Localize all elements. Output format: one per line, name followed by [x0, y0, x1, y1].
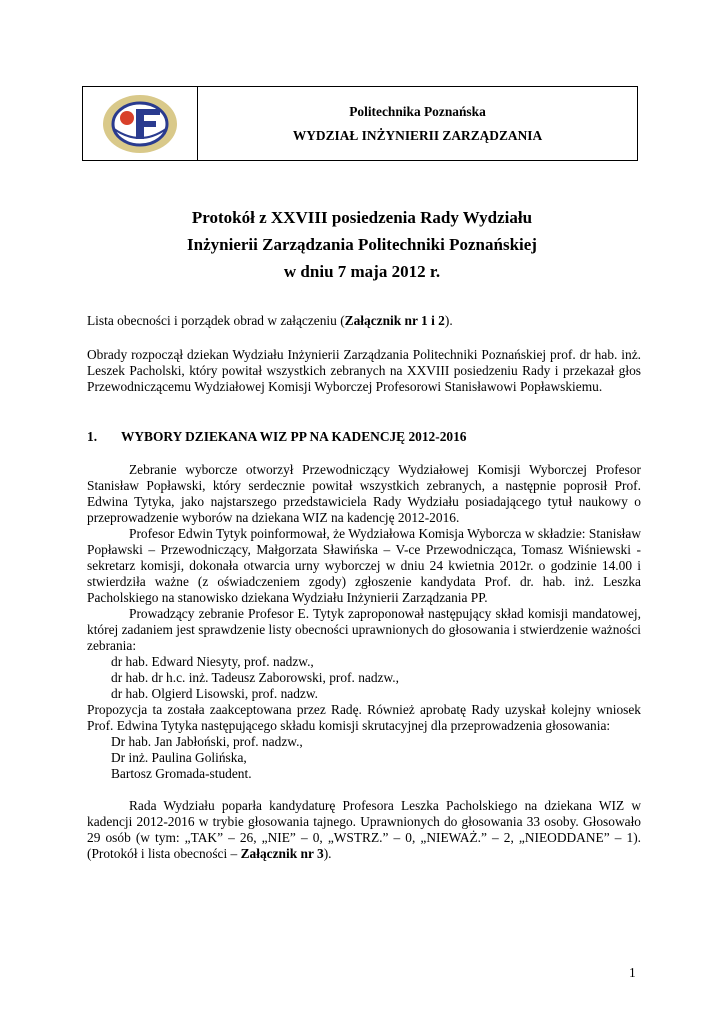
- section-1-heading: [87, 429, 641, 445]
- section-1-body: [87, 462, 641, 862]
- title-line-3: w dniu 7 maja 2012 r.: [283, 262, 441, 281]
- vote-result-end: ).: [323, 846, 332, 861]
- opening-paragraph: Obrady rozpoczął dziekan Wydziału Inżynierii Zarządzania Politechniki Poznańskiej prof. dr hab. inż. Leszek Pacholski, który powitał wszystkich zebranych na XXVIII posiedzeniu Rady i przekazał głos Przewodniczącemu Wydziałowej Komisji Wyborczej Profesorowi Stanisławowi Popławskiemu.: [87, 347, 641, 394]
- counting-committee-member: Dr hab. Jan Jabłoński, prof. nadzw.,: [111, 734, 303, 749]
- counting-committee-member: Bartosz Gromada-student.: [111, 766, 252, 781]
- title-line-1: Protokół z XXVIII posiedzenia Rady Wydziału: [191, 208, 533, 227]
- paragraph-election-opening: Zebranie wyborcze otworzył Przewodniczący Wydziałowej Komisji Wyborczej Profesor Stanisław Popławski, który serdecznie powitał wszystkich zebranych, a następnie poprosił Prof. Edwina Tytyka, jako najstarszego przedstawiciela Rady Wydziału posiadającego tytuł naukowy o przeprowadzenie wyborów na dziekana WIZ na kadencję 2012-2016.: [87, 462, 641, 525]
- spacer: [87, 782, 641, 798]
- section-1-title: WYBORY DZIEKANA WIZ PP NA KADENCJĘ 2012-2016: [121, 429, 467, 444]
- faculty-name: WYDZIAŁ INŻYNIERII ZARZĄDZANIA: [292, 127, 543, 143]
- mandate-committee-member: dr hab. Olgierd Lisowski, prof. nadzw.: [111, 686, 319, 701]
- attendance-end: ).: [444, 313, 453, 328]
- university-logo-icon: [100, 93, 180, 155]
- paragraph-vote-result: [87, 798, 641, 862]
- attendance-attachment: Załącznik nr 1 i 2: [344, 313, 445, 328]
- university-name: Politechnika Poznańska: [349, 103, 486, 119]
- attendance-text: Lista obecności i porządek obrad w załączeniu (: [87, 313, 345, 328]
- section-1-number: 1.: [87, 429, 98, 444]
- header-text-cell: [198, 87, 637, 160]
- page-number: 1: [629, 965, 636, 980]
- title-line-2: Inżynierii Zarządzania Politechniki Poznańskiej: [187, 235, 537, 254]
- mandate-committee-member: dr hab. dr h.c. inż. Tadeusz Zaborowski, prof. nadzw.,: [111, 670, 399, 685]
- paragraph-counting-proposal: Propozycja ta została zaakceptowana przez Radę. Również aprobatę Rady uzyskał kolejny wniosek Prof. Edwina Tytyka następującego składu komisji skrutacyjnej dla przeprowadzenia głosowania:: [87, 702, 641, 733]
- mandate-committee-member: dr hab. Edward Niesyty, prof. nadzw.,: [111, 654, 314, 669]
- vote-result-attachment: Załącznik nr 3: [240, 846, 324, 861]
- attendance-paragraph: [87, 313, 641, 329]
- vote-result-text: Rada Wydziału poparła kandydaturę Profesora Leszka Pacholskiego na dziekana WIZ w kadencji 2012-2016 w trybie głosowania tajnego. Uprawnionych do głosowania 33 osoby. Głosowało 29 osób (w tym: „TAK” – 26, „NIE” – 0, „WSTRZ.” – 0, „NIEWAŻ.” – 2, „NIEODDANE” – 1). (Protokół i lista obecności –: [87, 798, 641, 861]
- header-table: [82, 86, 638, 161]
- document-title: [0, 204, 724, 285]
- paragraph-mandate-proposal: Prowadzący zebranie Profesor E. Tytyk zaproponował następujący skład komisji mandatowej, której zadaniem jest sprawdzenie listy obecności uprawnionych do głosowania i stwierdzenie ważności zebrania:: [87, 606, 641, 653]
- logo-cell: [83, 87, 198, 160]
- counting-committee-member: Dr inż. Paulina Golińska,: [111, 750, 247, 765]
- paragraph-commission-report: Profesor Edwin Tytyk poinformował, że Wydziałowa Komisja Wyborcza w składzie: Stanisław Popławski – Przewodniczący, Małgorzata Sławińska – V-ce Przewodnicząca, Tomasz Wiśniewski - sekretarz komisji, dokonała otwarcia urny wyborczej w dniu 24 kwietnia 2012r. o godzinie 14.00 i stwierdziła ważne (z oświadczeniem zgody) zgłoszenie kandydata Prof. dr. hab. inż. Leszka Pacholskiego na stanowisko dziekana Wydziału Inżynierii Zarządzania PP.: [87, 526, 641, 605]
